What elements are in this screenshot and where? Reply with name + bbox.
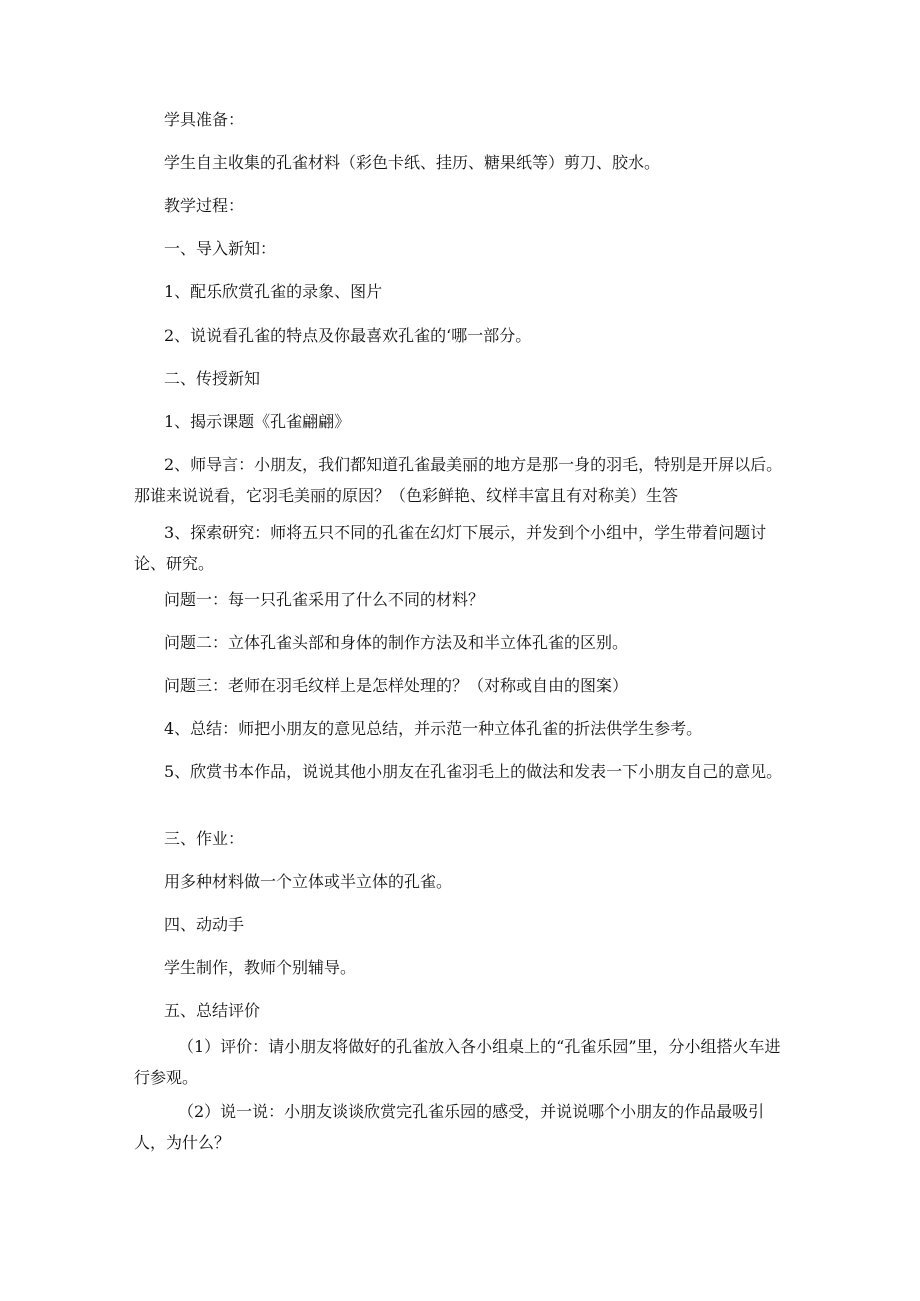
paragraph-tools-heading: 学具准备： bbox=[164, 110, 245, 129]
paragraph-process-heading: 教学过程： bbox=[164, 196, 245, 215]
evaluation-item: （1）评价：请小朋友将做好的孔雀放入各小组桌上的“孔雀乐园”里，分小组搭火车进行参观。 bbox=[134, 1037, 781, 1087]
question-item: 问题一：每一只孔雀采用了什么不同的材料？ bbox=[164, 590, 485, 609]
question-item: 问题三：老师在羽毛纹样上是怎样处理的？（对称或自由的图案） bbox=[164, 676, 629, 695]
list-item: 3、探索研究：师将五只不同的孔雀在幻灯下展示，并发到个小组中，学生带着问题讨论、研究。 bbox=[134, 523, 767, 573]
paragraph-homework: 用多种材料做一个立体或半立体的孔雀。 bbox=[164, 872, 453, 891]
question-item: 问题二：立体孔雀头部和身体的制作方法及和半立体孔雀的区别。 bbox=[164, 633, 629, 652]
list-item: 2、师导言：小朋友，我们都知道孔雀最美丽的地方是那一身的羽毛，特别是开屏以后。那谁来说说看，它羽毛美丽的原因？（色彩鲜艳、纹样丰富且有对称美）生答 bbox=[134, 455, 783, 505]
section-heading-2: 二、传授新知 bbox=[164, 369, 261, 388]
list-item: 1、揭示课题《孔雀翩翩》 bbox=[164, 412, 351, 431]
paragraph-practice: 学生制作，教师个别辅导。 bbox=[164, 958, 357, 977]
list-item: 1、配乐欣赏孔雀的录象、图片 bbox=[164, 282, 383, 301]
list-item: 5、欣赏书本作品，说说其他小朋友在孔雀羽毛上的做法和发表一下小朋友自己的意见。 bbox=[164, 762, 783, 781]
section-heading-1: 一、导入新知： bbox=[164, 239, 277, 258]
section-heading-5: 五、总结评价 bbox=[164, 1001, 261, 1020]
paragraph-tools-list: 学生自主收集的孔雀材料（彩色卡纸、挂历、糖果纸等）剪刀、胶水。 bbox=[164, 153, 661, 172]
section-heading-3: 三、作业： bbox=[164, 829, 245, 848]
list-item: 4、总结：师把小朋友的意见总结，并示范一种立体孔雀的折法供学生参考。 bbox=[164, 719, 703, 738]
evaluation-item: （2）说一说：小朋友谈谈欣赏完孔雀乐园的感受，并说说哪个小朋友的作品最吸引人，为什么？ bbox=[134, 1102, 765, 1152]
section-heading-4: 四、动动手 bbox=[164, 915, 245, 934]
list-item: 2、说说看孔雀的特点及你最喜欢孔雀的‘哪一部分。 bbox=[164, 326, 532, 345]
